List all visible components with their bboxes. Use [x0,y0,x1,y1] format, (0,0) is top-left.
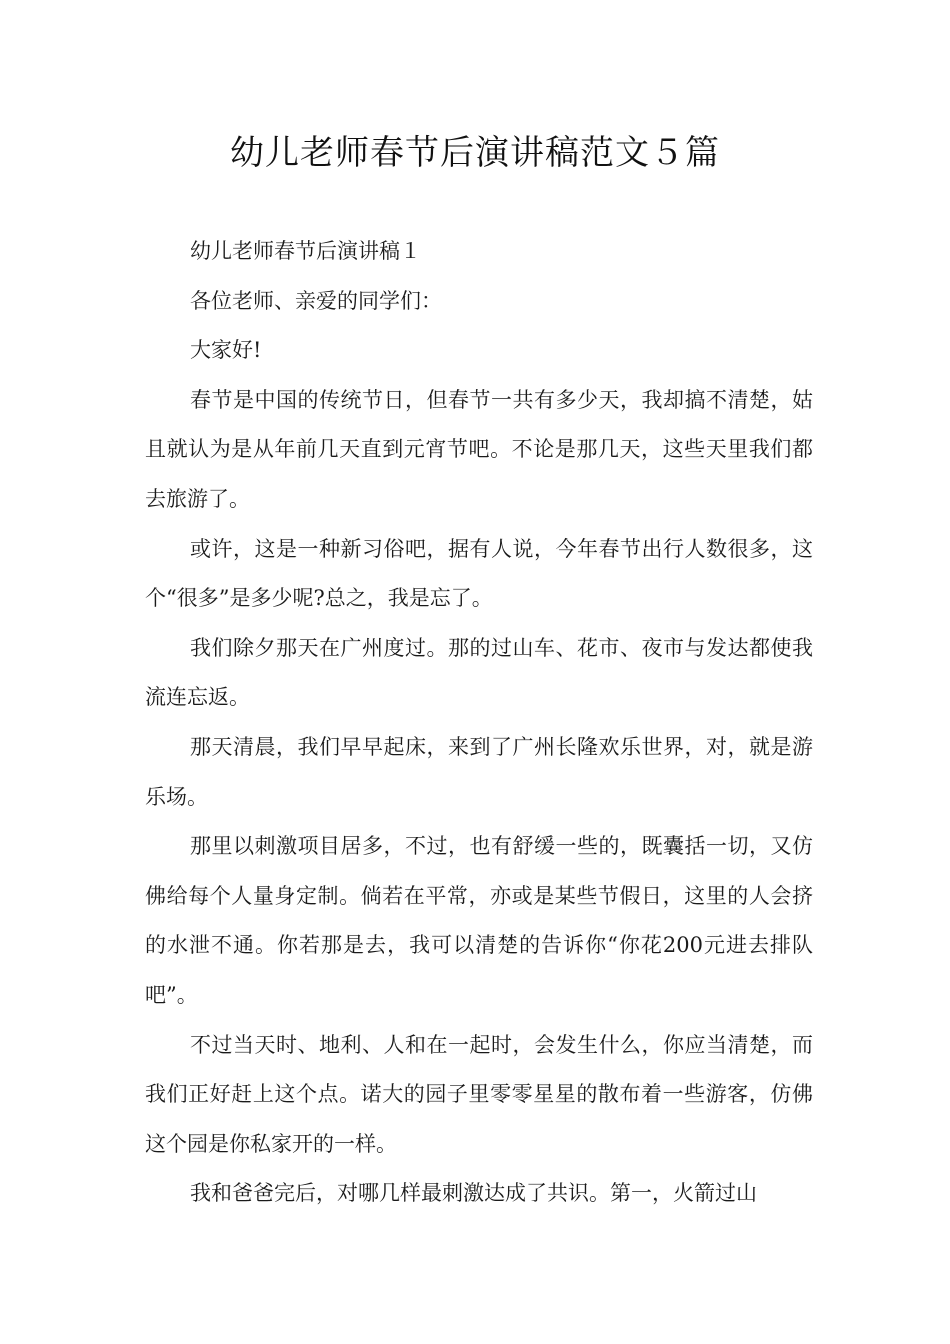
salutation: 各位老师、亲爱的同学们： [190,288,442,313]
paragraph: 或许，这是一种新习俗吧，据有人说，今年春节出行人数很多，这个“很多”是多少呢?总之，我是忘了。 [145,536,813,611]
paragraph: 春节是中国的传统节日，但春节一共有多少天，我却搞不清楚，姑且就认为是从年前几天直到元宵节吧。不论是那几天，这些天里我们都去旅游了。 [145,387,813,511]
section-heading: 幼儿老师春节后演讲稿１ [190,239,421,263]
paragraph: 那里以刺激项目居多，不过，也有舒缓一些的，既囊括一切，又仿佛给每个人量身定制。倘若在平常，亦或是某些节假日，这里的人会挤的水泄不通。你若那是去，我可以清楚的告诉你“你花200元进去排队吧”。 [145,834,813,1007]
paragraph: 我们除夕那天在广州度过。那的过山车、花市、夜市与发达都使我流连忘返。 [145,635,813,710]
greeting: 大家好! [190,338,262,363]
paragraph: 我和爸爸完后，对哪几样最刺激达成了共识。第一，火箭过山 [190,1181,757,1206]
paragraph: 不过当天时、地利、人和在一起时，会发生什么，你应当清楚，而我们正好赶上这个点。诺大的园子里零零星星的散布着一些游客，仿佛这个园是你私家开的一样。 [145,1032,813,1156]
paragraph: 那天清晨，我们早早起床，来到了广州长隆欢乐世界，对，就是游乐场。 [145,734,813,809]
document-body [145,227,813,1219]
document-title: 幼儿老师春节后演讲稿范文５篇 [230,133,720,173]
